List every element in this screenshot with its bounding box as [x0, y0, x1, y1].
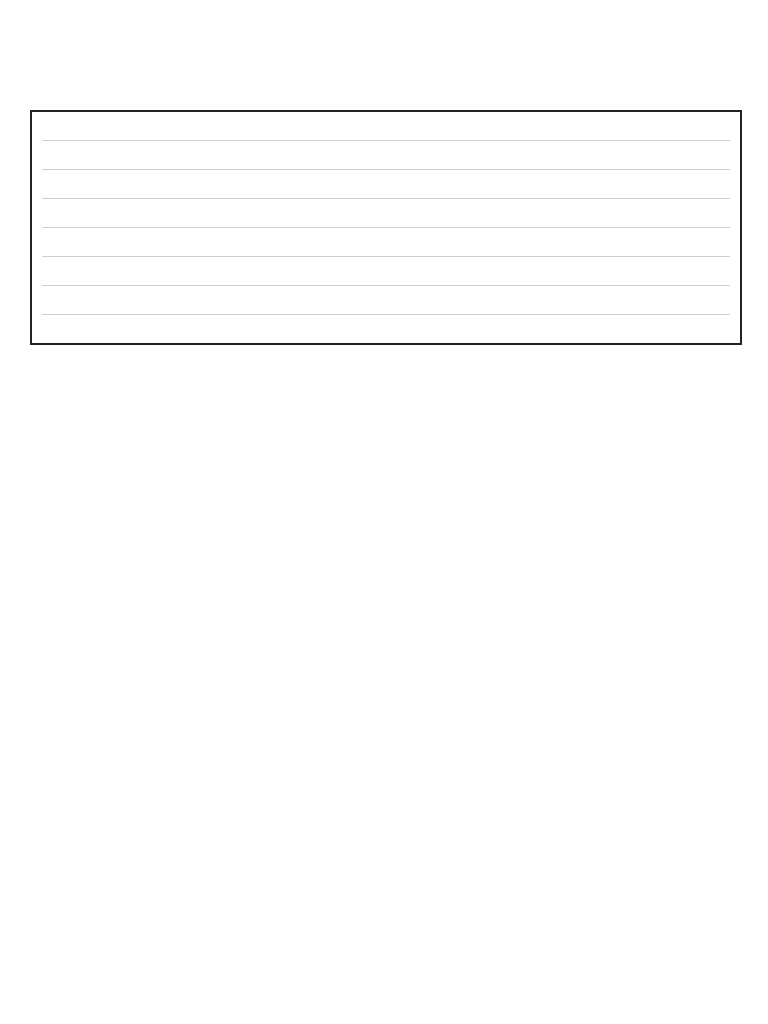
placeholder-row — [42, 170, 730, 199]
placeholder-row — [42, 228, 730, 257]
placeholder-row — [42, 199, 730, 228]
placeholder-row — [42, 112, 730, 141]
document-content-placeholder — [30, 110, 742, 345]
placeholder-row — [42, 257, 730, 286]
placeholder-row — [42, 286, 730, 315]
placeholder-row — [42, 141, 730, 170]
placeholder-row — [42, 315, 730, 343]
